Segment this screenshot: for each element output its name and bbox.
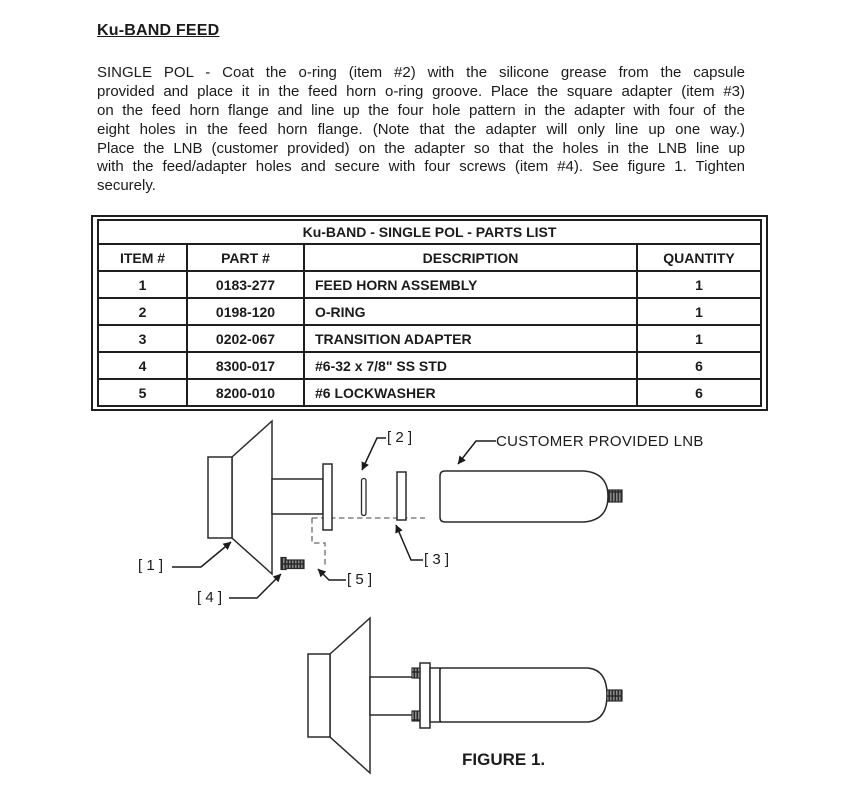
flange-assembled xyxy=(420,663,430,728)
callout-item2: [ 2 ] xyxy=(387,429,413,446)
callout-item3: [ 3 ] xyxy=(424,551,450,568)
description: TRANSITION ADAPTER xyxy=(304,325,637,352)
o-ring-shape xyxy=(362,479,367,516)
feed-horn-flange xyxy=(323,464,332,530)
callout-item4: [ 4 ] xyxy=(197,589,223,606)
part-no: 0198-120 xyxy=(187,298,304,325)
part-no: 0183-277 xyxy=(187,271,304,298)
table-row xyxy=(98,298,761,325)
intro-line: eight holes in the feed horn flange. (Note that the adapter will only line up one way.) xyxy=(97,120,745,138)
part-no: 8300-017 xyxy=(187,352,304,379)
leader-lnb xyxy=(458,441,496,464)
screw-threads xyxy=(286,560,304,569)
col-header-description: DESCRIPTION xyxy=(304,244,637,271)
flange-screw-bottom xyxy=(412,711,420,721)
quantity: 6 xyxy=(637,379,761,406)
item-no: 2 xyxy=(98,298,187,325)
feed-horn-cone xyxy=(232,421,272,574)
col-header-part: PART # xyxy=(187,244,304,271)
feed-horn-cone-assembled xyxy=(330,618,370,773)
lnb-callout-label: CUSTOMER PROVIDED LNB xyxy=(496,433,704,450)
intro-line: securely. xyxy=(97,177,156,195)
quantity: 1 xyxy=(637,298,761,325)
feed-horn-mouth xyxy=(208,457,232,538)
leader-item4 xyxy=(229,574,281,598)
table-title: Ku-BAND - SINGLE POL - PARTS LIST xyxy=(98,220,761,244)
table-row xyxy=(98,325,761,352)
callout-item5: [ 5 ] xyxy=(347,571,373,588)
feed-horn-mouth-assembled xyxy=(308,654,330,737)
description: FEED HORN ASSEMBLY xyxy=(304,271,637,298)
col-header-quantity: QUANTITY xyxy=(637,244,761,271)
quantity: 1 xyxy=(637,325,761,352)
figure-1-drawing xyxy=(0,412,844,812)
item-no: 3 xyxy=(98,325,187,352)
lnb-connector-threads xyxy=(608,490,622,502)
description: #6 LOCKWASHER xyxy=(304,379,637,406)
leader-item5 xyxy=(318,569,346,580)
intro-line: provided and place it in the feed horn o-ring groove. Place the square adapter (item #3) xyxy=(97,82,745,100)
quantity: 1 xyxy=(637,271,761,298)
leader-item1 xyxy=(172,542,231,567)
leader-item3 xyxy=(396,525,423,560)
quantity: 6 xyxy=(637,352,761,379)
page-title: Ku-BAND FEED xyxy=(97,22,220,39)
waveguide-shaft xyxy=(272,479,323,514)
intro-line: on the feed horn flange and line up the four hole pattern in the adapter with four of the xyxy=(97,101,745,119)
description: #6-32 x 7/8" SS STD xyxy=(304,352,637,379)
table-row xyxy=(98,379,761,406)
callout-item1: [ 1 ] xyxy=(138,557,164,574)
figure-caption: FIGURE 1. xyxy=(462,750,546,769)
description: O-RING xyxy=(304,298,637,325)
table-row xyxy=(98,271,761,298)
flange-screw-top xyxy=(412,668,420,678)
item-no: 1 xyxy=(98,271,187,298)
parts-list-frame xyxy=(91,215,768,411)
adapter-assembled xyxy=(430,668,440,722)
part-no: 0202-067 xyxy=(187,325,304,352)
parts-list-table xyxy=(97,219,762,407)
intro-paragraph xyxy=(97,64,745,196)
screw-head xyxy=(281,558,286,570)
lnb-body-assembled xyxy=(440,668,607,722)
item-no: 4 xyxy=(98,352,187,379)
lnb-body xyxy=(440,471,608,522)
item-no: 5 xyxy=(98,379,187,406)
table-row xyxy=(98,352,761,379)
table-header-row xyxy=(98,244,761,271)
lnb-connector-threads-assembled xyxy=(607,690,622,701)
transition-adapter-shape xyxy=(397,472,406,520)
intro-line: SINGLE POL - Coat the o-ring (item #2) with the silicone grease from the capsule xyxy=(97,64,745,81)
col-header-item: ITEM # xyxy=(98,244,187,271)
intro-line: Place the LNB (customer provided) on the adapter so that the holes in the LNB line up xyxy=(97,139,745,157)
waveguide-shaft-assembled xyxy=(370,677,420,715)
part-no: 8200-010 xyxy=(187,379,304,406)
table-title-row xyxy=(98,220,761,244)
leader-item2 xyxy=(362,438,386,470)
intro-line: with the feed/adapter holes and secure with four screws (item #4). See figure 1. Tighten xyxy=(97,158,745,176)
